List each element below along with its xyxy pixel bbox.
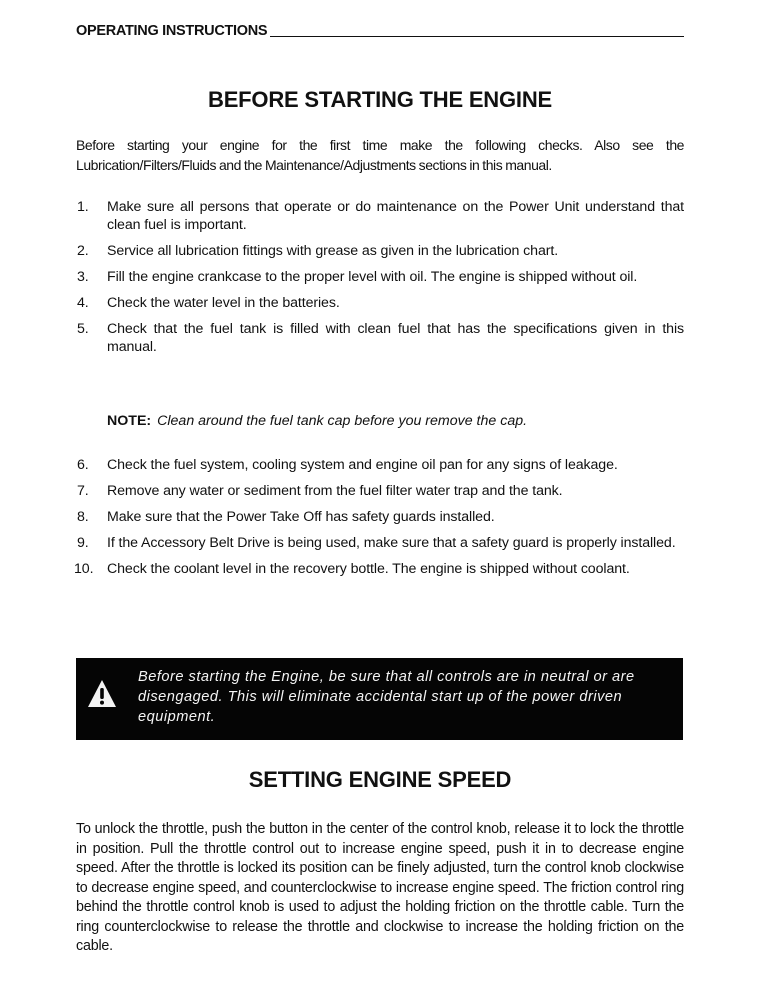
intro-paragraph: Before starting your engine for the first time make the following checks. Also see the Lubrication/Filters/Fluids and the Maintenance/Adjustments sections in this manual. xyxy=(76,137,684,173)
item-number: 1. xyxy=(77,199,89,215)
item-number: 10. xyxy=(74,561,94,577)
running-header xyxy=(76,22,684,40)
item-number: 3. xyxy=(77,269,89,285)
item-number: 6. xyxy=(77,457,89,473)
checklist-item xyxy=(76,534,684,552)
checklist-item xyxy=(76,560,684,578)
item-number: 2. xyxy=(77,243,89,259)
note xyxy=(107,412,527,430)
checklist-item xyxy=(76,482,684,500)
checklist-item xyxy=(76,198,684,234)
checklist-item xyxy=(76,294,684,312)
item-text: If the Accessory Belt Drive is being used, make sure that a safety guard is properly installed. xyxy=(107,535,676,551)
note-text: Clean around the fuel tank cap before you remove the cap. xyxy=(157,413,528,429)
checklist-item xyxy=(76,242,684,260)
item-text: Check the coolant level in the recovery bottle. The engine is shipped without coolant. xyxy=(107,561,630,577)
item-number: 9. xyxy=(77,535,89,551)
item-number: 5. xyxy=(77,321,89,337)
item-text: Make sure all persons that operate or do maintenance on the Power Unit understand that clean fuel is important. xyxy=(107,199,684,233)
note-label: NOTE: xyxy=(107,413,152,429)
checklist-item xyxy=(76,456,684,474)
checklist-part-1 xyxy=(76,198,684,364)
section-title-setting-engine-speed: SETTING ENGINE SPEED xyxy=(248,767,512,792)
item-number: 8. xyxy=(77,509,89,525)
running-header-title: OPERATING INSTRUCTIONS xyxy=(76,23,268,39)
header-rule xyxy=(270,36,684,37)
item-text: Fill the engine crankcase to the proper level with oil. The engine is shipped without oil. xyxy=(107,269,638,285)
item-text: Make sure that the Power Take Off has safety guards installed. xyxy=(107,509,495,525)
checklist-item xyxy=(76,508,684,526)
item-number: 7. xyxy=(77,483,89,499)
warning-box xyxy=(76,658,683,740)
warning-triangle-icon xyxy=(87,679,117,709)
warning-text: Before starting the Engine, be sure that all controls are in neutral or are disengaged. This will eliminate accidental start up of the power driven equipment. xyxy=(138,669,635,725)
item-text: Check that the fuel tank is filled with clean fuel that has the specifications given in this manual. xyxy=(107,321,684,355)
checklist-item xyxy=(76,320,684,356)
engine-speed-paragraph: To unlock the throttle, push the button in the center of the control knob, release it to lock the throttle in position. Pull the throttle control out to increase engine speed, push it in to decrease engine speed. After the throttle is locked its position can be finely adjusted, turn the control knob clockwise to decrease engine speed, and counterclockwise to increase engine speed. The friction control ring behind the throttle control knob is used to adjust the holding friction on the throttle cable. Turn the ring counterclockwise to release the throttle and clockwise to increase the holding friction on the cable. xyxy=(76,821,684,954)
item-text: Check the fuel system, cooling system and engine oil pan for any signs of leakage. xyxy=(107,457,618,473)
section-title-before-starting: BEFORE STARTING THE ENGINE xyxy=(208,87,552,112)
checklist-item xyxy=(76,268,684,286)
item-text: Remove any water or sediment from the fuel filter water trap and the tank. xyxy=(107,483,563,499)
checklist-part-2 xyxy=(76,456,684,586)
item-number: 4. xyxy=(77,295,89,311)
item-text: Service all lubrication fittings with grease as given in the lubrication chart. xyxy=(107,243,559,259)
item-text: Check the water level in the batteries. xyxy=(107,295,340,311)
